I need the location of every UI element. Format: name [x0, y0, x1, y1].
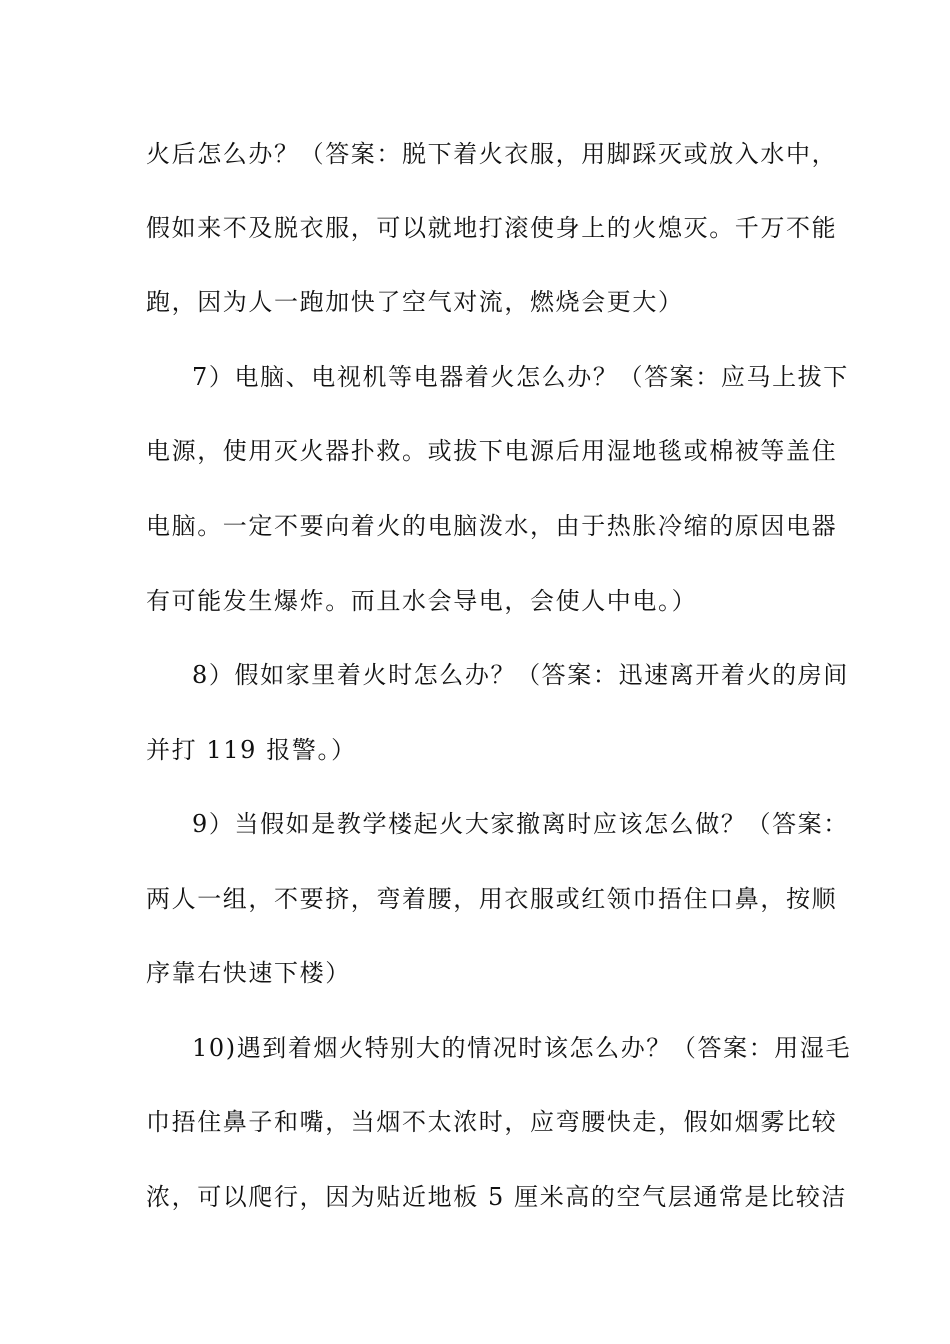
text-line: 浓，可以爬行，因为贴近地板 5 厘米高的空气层通常是比较洁 [146, 1183, 847, 1211]
text-line: 序靠右快速下楼） [146, 959, 351, 987]
text-line: 电源，使用灭火器扑救。或拔下电源后用湿地毯或棉被等盖住 [146, 437, 838, 465]
text-line: 电脑。一定不要向着火的电脑泼水，由于热胀冷缩的原因电器 [146, 512, 838, 540]
paragraph-start-line: 8）假如家里着火时怎么办？（答案：迅速离开着火的房间 [192, 661, 849, 689]
paragraph-start-line: 9）当假如是教学楼起火大家撤离时应该怎么做？（答案： [192, 810, 849, 838]
paragraph-start-line: 7）电脑、电视机等电器着火怎么办？（答案：应马上拔下 [192, 363, 849, 391]
text-line: 火后怎么办？（答案：脱下着火衣服，用脚踩灭或放入水中， [146, 140, 838, 168]
text-line: 巾捂住鼻子和嘴，当烟不太浓时，应弯腰快走，假如烟雾比较 [146, 1108, 838, 1136]
text-line: 两人一组，不要挤，弯着腰，用衣服或红领巾捂住口鼻，按顺 [146, 885, 838, 913]
text-line: 有可能发生爆炸。而且水会导电，会使人中电。） [146, 587, 698, 615]
text-line: 并打 119 报警。） [146, 736, 357, 764]
text-line: 假如来不及脱衣服，可以就地打滚使身上的火熄灭。千万不能 [146, 214, 838, 242]
paragraph-start-line: 10)遇到着烟火特别大的情况时该怎么办？（答案：用湿毛 [192, 1034, 852, 1062]
text-line: 跑，因为人一跑加快了空气对流，燃烧会更大） [146, 288, 684, 316]
